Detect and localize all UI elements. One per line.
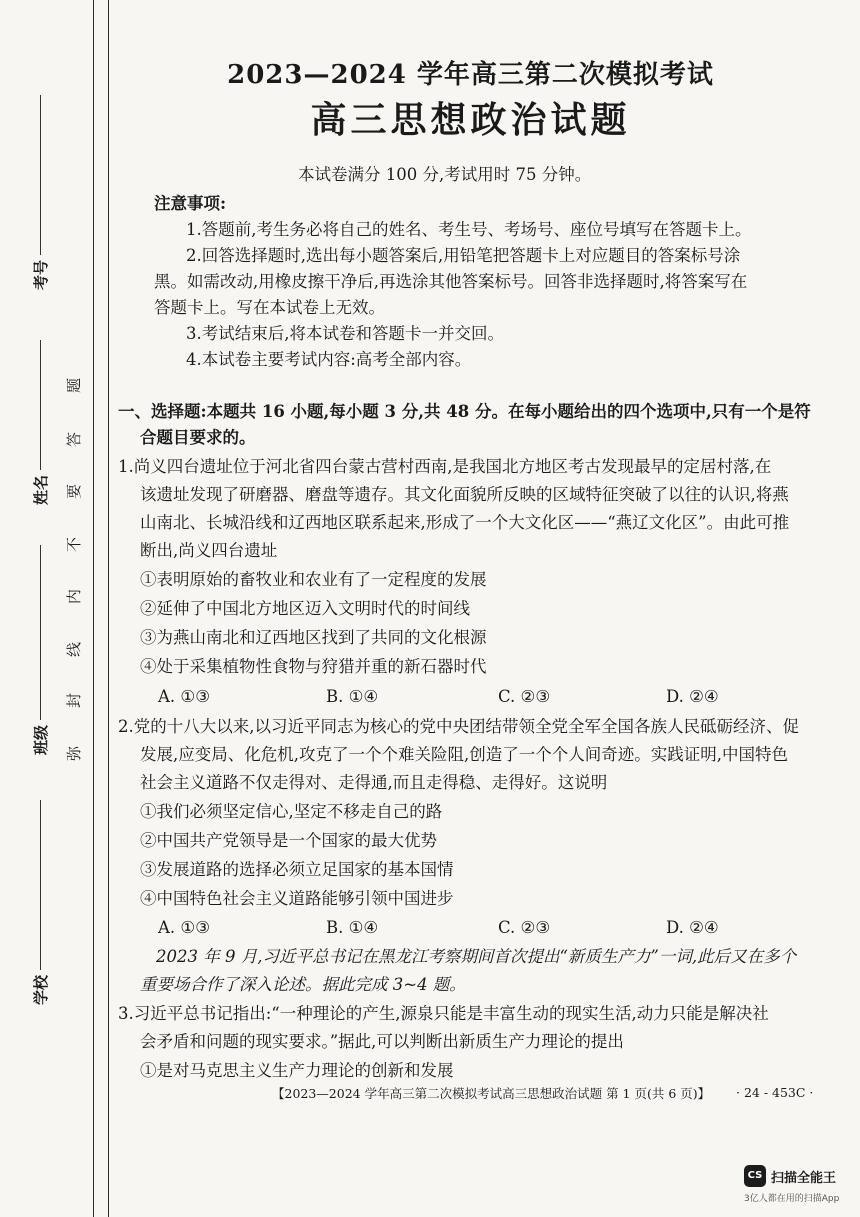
question-3-item: ①是对马克思主义生产力理论的创新和发展 bbox=[140, 1061, 454, 1080]
notice-line: 4.本试卷主要考试内容:高考全部内容。 bbox=[186, 350, 472, 369]
question-1-item: ②延伸了中国北方地区迈入文明时代的时间线 bbox=[140, 599, 470, 618]
question-1-item: ④处于采集植物性食物与狩猎并重的新石器时代 bbox=[140, 657, 487, 676]
exam-number-line bbox=[40, 95, 41, 255]
scanner-app-name: 扫描全能王 bbox=[771, 1171, 837, 1186]
question-2-text: 2.党的十八大以来,以习近平同志为核心的党中央团结带领全党全军全国各族人民砥砺经济、促 bbox=[118, 717, 799, 736]
seal-char: 弥 bbox=[65, 745, 84, 762]
seal-char: 要 bbox=[65, 483, 84, 500]
question-1-text: 该遗址发现了研磨器、磨盘等遗存。其文化面貌所反映的区域特征突破了以往的认识,将燕 bbox=[140, 485, 789, 504]
seal-char: 不 bbox=[65, 536, 84, 553]
question-2-item: ③发展道路的选择必须立足国家的基本国情 bbox=[140, 860, 454, 879]
seal-char: 答 bbox=[65, 431, 84, 448]
seal-char: 题 bbox=[65, 377, 84, 394]
seal-char: 线 bbox=[65, 641, 84, 658]
notice-heading: 注意事项: bbox=[154, 194, 227, 213]
notice-line: 1.答题前,考生务必将自己的姓名、考生号、考场号、座位号填写在答题卡上。 bbox=[186, 220, 752, 239]
class-line bbox=[40, 545, 41, 720]
section-heading: 一、选择题:本题共 16 小题,每小题 3 分,共 48 分。在每小题给出的四个选项中,只有一个是符 bbox=[118, 402, 811, 421]
material-text: 重要场合作了深入论述。据此完成 3~4 题。 bbox=[140, 975, 466, 994]
margin-rule-inner bbox=[93, 0, 94, 1217]
subject-title: 高三思想政治试题 bbox=[310, 99, 631, 141]
binding-margin bbox=[0, 0, 110, 1217]
seal-char: 内 bbox=[65, 588, 84, 605]
option-b[interactable]: B. ①④ bbox=[326, 918, 379, 937]
option-c[interactable]: C. ②③ bbox=[498, 687, 551, 706]
question-2-item: ④中国特色社会主义道路能够引领中国进步 bbox=[140, 889, 454, 908]
exam-title: 2023—2024 学年高三第二次模拟考试 bbox=[227, 60, 714, 90]
school-line bbox=[40, 800, 41, 970]
question-1-text: 1.尚义四台遗址位于河北省四台蒙古营村西南,是我国北方地区考古发现最早的定居村落,在 bbox=[118, 457, 772, 476]
question-2-item: ①我们必须坚定信心,坚定不移走自己的路 bbox=[140, 802, 443, 821]
option-d[interactable]: D. ②④ bbox=[666, 687, 719, 706]
question-2-text: 发展,应变局、化危机,攻克了一个个难关险阻,创造了一个个人间奇迹。实践证明,中国特色 bbox=[140, 745, 788, 764]
exam-number-label: 考号 bbox=[32, 259, 50, 290]
option-d[interactable]: D. ②④ bbox=[666, 918, 719, 937]
question-1-item: ③为燕山南北和辽西地区找到了共同的文化根源 bbox=[140, 628, 487, 647]
option-b[interactable]: B. ①④ bbox=[326, 687, 379, 706]
notice-line: 答题卡上。写在本试卷上无效。 bbox=[154, 298, 385, 317]
page-footer: 【2023—2024 学年高三第二次模拟考试高三思想政治试题 第 1 页(共 6 页)】 bbox=[272, 1086, 711, 1101]
question-1-text: 断出,尚义四台遗址 bbox=[140, 541, 278, 560]
seal-char: 封 bbox=[65, 692, 84, 709]
paper-code: · 24 - 453C · bbox=[736, 1085, 814, 1100]
material-text: 2023 年 9 月,习近平总书记在黑龙江考察期间首次提出“新质生产力”一词,此后又在多个 bbox=[156, 947, 797, 966]
scanner-watermark bbox=[744, 1163, 854, 1208]
question-1-item: ①表明原始的畜牧业和农业有了一定程度的发展 bbox=[140, 570, 487, 589]
scanner-logo-icon: CS bbox=[744, 1165, 766, 1187]
scanner-tagline: 3亿人都在用的扫描App bbox=[744, 1194, 840, 1204]
notice-line: 2.回答选择题时,选出每小题答案后,用铅笔把答题卡上对应题目的答案标号涂 bbox=[186, 246, 741, 265]
margin-rule-outer bbox=[108, 0, 109, 1217]
question-3-text: 会矛盾和问题的现实要求。”据此,可以判断出新质生产力理论的提出 bbox=[140, 1032, 624, 1051]
question-2-item: ②中国共产党领导是一个国家的最大优势 bbox=[140, 831, 437, 850]
name-label: 姓名 bbox=[32, 474, 50, 505]
notice-line: 3.考试结束后,将本试卷和答题卡一并交回。 bbox=[186, 324, 504, 343]
option-a[interactable]: A. ①③ bbox=[158, 918, 210, 937]
name-line bbox=[40, 340, 41, 470]
question-2-text: 社会主义道路不仅走得对、走得通,而且走得稳、走得好。这说明 bbox=[140, 773, 608, 792]
option-a[interactable]: A. ①③ bbox=[158, 687, 210, 706]
notice-line: 黑。如需改动,用橡皮擦干净后,再选涂其他答案标号。回答非选择题时,将答案写在 bbox=[154, 272, 748, 291]
section-heading: 合题目要求的。 bbox=[140, 428, 256, 447]
option-c[interactable]: C. ②③ bbox=[498, 918, 551, 937]
question-3-text: 3.习近平总书记指出:“一种理论的产生,源泉只能是丰富生动的现实生活,动力只能是解决社 bbox=[118, 1004, 769, 1023]
question-1-text: 山南北、长城沿线和辽西地区联系起来,形成了一个大文化区——“燕辽文化区”。由此可推 bbox=[140, 513, 790, 532]
exam-info: 本试卷满分 100 分,考试用时 75 分钟。 bbox=[298, 165, 592, 184]
school-label: 学校 bbox=[32, 974, 50, 1005]
class-label: 班级 bbox=[32, 724, 50, 755]
